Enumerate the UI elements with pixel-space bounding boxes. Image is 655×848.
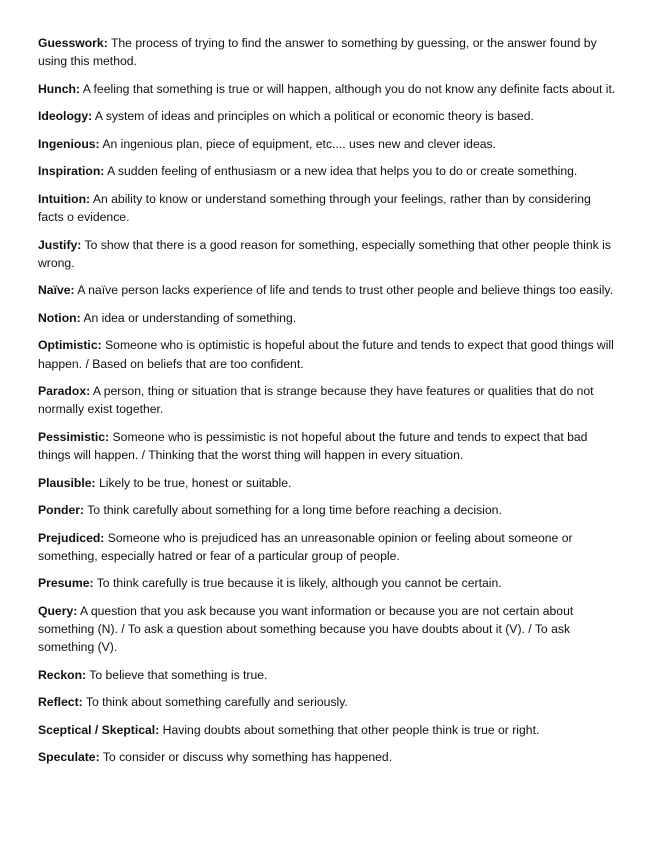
glossary-entry-hunch [38, 80, 618, 98]
glossary-entry-speculate [38, 748, 618, 766]
definition: A question that you ask because you want information or because you are not certain about something (N). / To ask a question about something because you have doubts about it (V). / To ask something (V). [38, 603, 574, 655]
definition: A naïve person lacks experience of life and tends to trust other people and believe things too easily. [77, 283, 613, 298]
glossary-entry-inspiration [38, 162, 618, 180]
term: Optimistic: [38, 338, 102, 353]
glossary-entry-query [38, 602, 618, 657]
term: Speculate: [38, 750, 100, 765]
term: Reflect: [38, 695, 83, 710]
glossary-entry-prejudiced [38, 529, 618, 566]
term: Plausible: [38, 475, 96, 490]
glossary-entry-reflect [38, 693, 618, 711]
glossary-entry-ingenious [38, 135, 618, 153]
term: Ponder: [38, 503, 85, 518]
glossary-entry-pessimistic [38, 428, 618, 465]
definition: Someone who is prejudiced has an unreasonable opinion or feeling about someone or something, especially hatred or fear of a particular group of people. [38, 530, 573, 563]
glossary-entry-optimistic [38, 336, 618, 373]
definition: Likely to be true, honest or suitable. [98, 475, 292, 490]
term: Query: [38, 603, 78, 618]
term: Notion: [38, 310, 81, 325]
glossary-entry-intuition [38, 190, 618, 227]
glossary-entry-plausible [38, 474, 618, 492]
term: Inspiration: [38, 164, 105, 179]
definition: A sudden feeling of enthusiasm or a new idea that helps you to do or create something. [107, 164, 578, 179]
definition: A system of ideas and principles on which a political or economic theory is based. [94, 109, 534, 124]
glossary-entry-guesswork [38, 34, 618, 71]
definition: A person, thing or situation that is strange because they have features or qualities that do not normally exist together. [38, 384, 594, 417]
term: Guesswork: [38, 36, 108, 50]
definition: An idea or understanding of something. [83, 310, 297, 325]
definition: A feeling that something is true or will happen, although you do not know any definite facts about it. [82, 81, 616, 96]
glossary-entry-justify [38, 236, 618, 273]
definition: To think about something carefully and seriously. [85, 695, 348, 710]
definition: Having doubts about something that other people think is true or right. [162, 722, 540, 737]
term: Ideology: [38, 109, 93, 124]
glossary-entry-paradox [38, 382, 618, 419]
term: Naïve: [38, 283, 75, 298]
definition: An ability to know or understand something through your feelings, rather than by considering facts o evidence. [38, 191, 591, 225]
term: Sceptical / Skeptical: [38, 722, 160, 737]
glossary-entry-notion [38, 309, 618, 327]
term: Pessimistic: [38, 429, 110, 444]
glossary-entry-sceptical [38, 721, 618, 739]
glossary-entry-reckon [38, 666, 618, 684]
glossary-entry-naive [38, 281, 618, 299]
definition: To think carefully is true because it is likely, although you cannot be certain. [96, 576, 502, 591]
term: Ingenious: [38, 136, 100, 151]
term: Reckon: [38, 667, 87, 682]
definition: To think carefully about something for a long time before reaching a decision. [87, 503, 502, 518]
term: Justify: [38, 237, 82, 252]
term: Presume: [38, 576, 94, 591]
definition: An ingenious plan, piece of equipment, etc.... uses new and clever ideas. [102, 136, 496, 151]
glossary-page [38, 34, 618, 776]
definition: To show that there is a good reason for something, especially something that other people think is wrong. [38, 237, 611, 270]
term: Hunch: [38, 81, 80, 96]
term: Intuition: [38, 191, 91, 206]
glossary-entry-presume [38, 574, 618, 592]
term: Prejudiced: [38, 530, 105, 545]
definition: The process of trying to find the answer to something by guessing, or the answer found by using this method. [38, 36, 597, 69]
glossary-entry-ponder [38, 501, 618, 519]
definition: To consider or discuss why something has happened. [102, 750, 393, 765]
glossary-entry-ideology [38, 107, 618, 125]
definition: Someone who is optimistic is hopeful about the future and tends to expect that good things will happen. / Based on beliefs that are too confident. [38, 338, 614, 371]
definition: Someone who is pessimistic is not hopeful about the future and tends to expect that bad things will happen. / Thinking that the worst thing will happen in every situation. [38, 429, 588, 463]
definition: To believe that something is true. [89, 667, 268, 682]
term: Paradox: [38, 384, 91, 399]
